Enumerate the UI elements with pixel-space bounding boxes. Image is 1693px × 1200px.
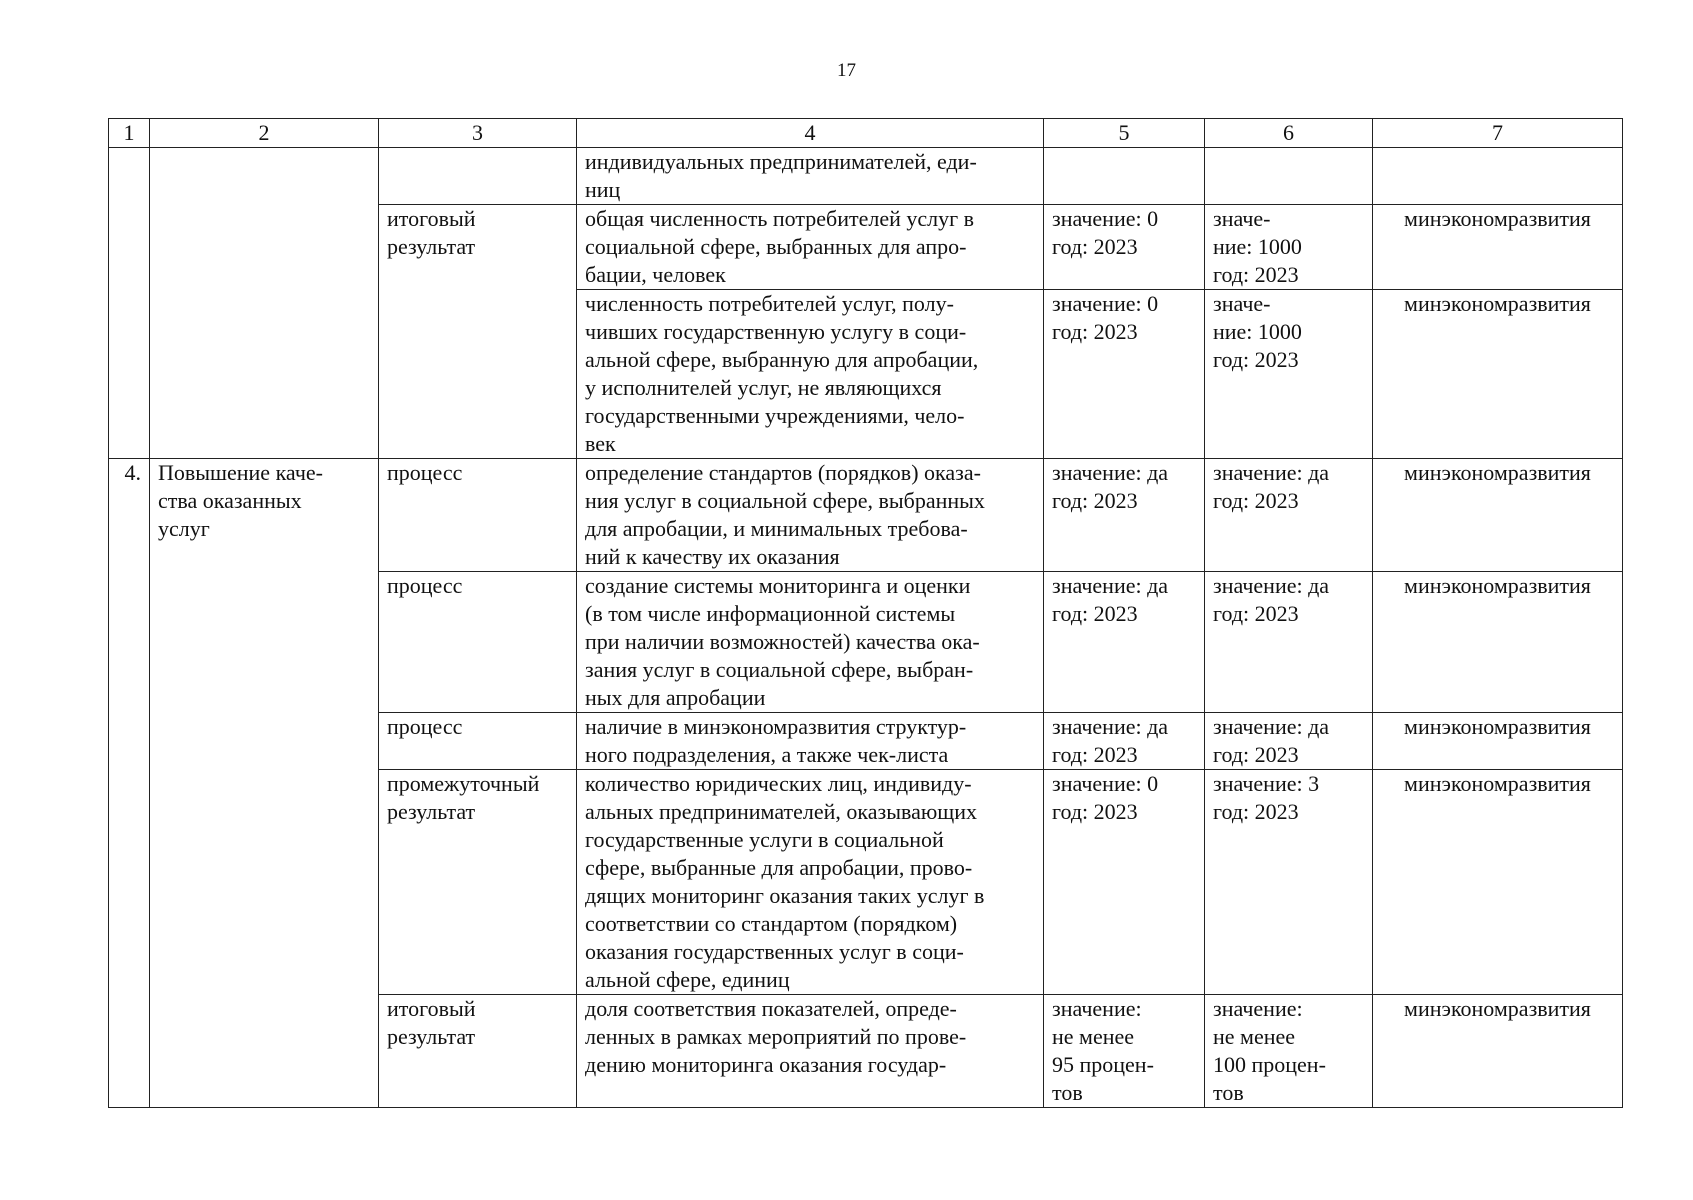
table-row bbox=[109, 148, 1623, 205]
col-header-3: 3 bbox=[379, 119, 577, 148]
target-value-cell: значе- ние: 1000 год: 2023 bbox=[1205, 205, 1373, 290]
responsible-cell: минэкономразвития bbox=[1373, 459, 1623, 572]
header-row bbox=[109, 119, 1623, 148]
item-name-cell: Повышение каче- ства оказанных услуг bbox=[150, 459, 379, 1108]
indicators-table bbox=[108, 118, 1623, 1108]
responsible-cell: минэкономразвития bbox=[1373, 995, 1623, 1108]
base-value-cell: значение: да год: 2023 bbox=[1044, 713, 1205, 770]
item-number-cell: 4. bbox=[109, 459, 150, 1108]
base-value-cell: значение: 0 год: 2023 bbox=[1044, 205, 1205, 290]
indicator-cell: наличие в минэкономразвития структур- ного подразделения, а также чек-листа bbox=[577, 713, 1044, 770]
indicator-cell: определение стандартов (порядков) оказа- ния услуг в социальной сфере, выбранных для апробации, и минимальных требова- ний к качеству их оказания bbox=[577, 459, 1044, 572]
indicator-type-cell: процесс bbox=[379, 572, 577, 713]
item-number-cell bbox=[109, 148, 150, 459]
responsible-cell bbox=[1373, 148, 1623, 205]
target-value-cell: значение: да год: 2023 bbox=[1205, 572, 1373, 713]
target-value-cell: значение: да год: 2023 bbox=[1205, 713, 1373, 770]
col-header-6: 6 bbox=[1205, 119, 1373, 148]
base-value-cell: значение: не менее 95 процен- тов bbox=[1044, 995, 1205, 1108]
base-value-cell: значение: 0 год: 2023 bbox=[1044, 770, 1205, 995]
base-value-cell: значение: да год: 2023 bbox=[1044, 572, 1205, 713]
item-name-cell bbox=[150, 148, 379, 459]
indicator-type-cell: процесс bbox=[379, 713, 577, 770]
col-header-7: 7 bbox=[1373, 119, 1623, 148]
indicator-type-cell: итоговый результат bbox=[379, 205, 577, 459]
base-value-cell: значение: 0 год: 2023 bbox=[1044, 290, 1205, 459]
base-value-cell: значение: да год: 2023 bbox=[1044, 459, 1205, 572]
target-value-cell bbox=[1205, 148, 1373, 205]
indicator-cell: количество юридических лиц, индивиду- альных предпринимателей, оказывающих государственные услуги в социальной сфере, выбранные для апробации, прово- дящих мониторинг оказания таких услуг в соответствии со стандартом (порядком) оказания государственных услуг в соци- альной сфере, единиц bbox=[577, 770, 1044, 995]
indicator-type-cell bbox=[379, 148, 577, 205]
col-header-5: 5 bbox=[1044, 119, 1205, 148]
responsible-cell: минэкономразвития bbox=[1373, 205, 1623, 290]
indicator-type-cell: процесс bbox=[379, 459, 577, 572]
responsible-cell: минэкономразвития bbox=[1373, 572, 1623, 713]
target-value-cell: значение: 3 год: 2023 bbox=[1205, 770, 1373, 995]
responsible-cell: минэкономразвития bbox=[1373, 290, 1623, 459]
target-value-cell: значение: не менее 100 процен- тов bbox=[1205, 995, 1373, 1108]
indicator-cell: индивидуальных предпринимателей, еди- ниц bbox=[577, 148, 1044, 205]
indicator-cell: доля соответствия показателей, опреде- ленных в рамках мероприятий по прове- дению мониторинга оказания государ- bbox=[577, 995, 1044, 1108]
indicator-cell: общая численность потребителей услуг в социальной сфере, выбранных для апро- бации, человек bbox=[577, 205, 1044, 290]
target-value-cell: значение: да год: 2023 bbox=[1205, 459, 1373, 572]
page-number: 17 bbox=[837, 60, 856, 81]
indicator-type-cell: промежуточный результат bbox=[379, 770, 577, 995]
responsible-cell: минэкономразвития bbox=[1373, 713, 1623, 770]
col-header-2: 2 bbox=[150, 119, 379, 148]
table-row bbox=[109, 459, 1623, 572]
responsible-cell: минэкономразвития bbox=[1373, 770, 1623, 995]
indicator-cell: численность потребителей услуг, полу- чивших государственную услугу в соци- альной сфере, выбранную для апробации, у исполнителей услуг, не являющихся государственными учреждениями, чело- век bbox=[577, 290, 1044, 459]
target-value-cell: значе- ние: 1000 год: 2023 bbox=[1205, 290, 1373, 459]
indicator-type-cell: итоговый результат bbox=[379, 995, 577, 1108]
col-header-1: 1 bbox=[109, 119, 150, 148]
indicator-cell: создание системы мониторинга и оценки (в том числе информационной системы при наличии возможностей) качества ока- зания услуг в социальной сфере, выбран- ных для апробации bbox=[577, 572, 1044, 713]
base-value-cell bbox=[1044, 148, 1205, 205]
col-header-4: 4 bbox=[577, 119, 1044, 148]
